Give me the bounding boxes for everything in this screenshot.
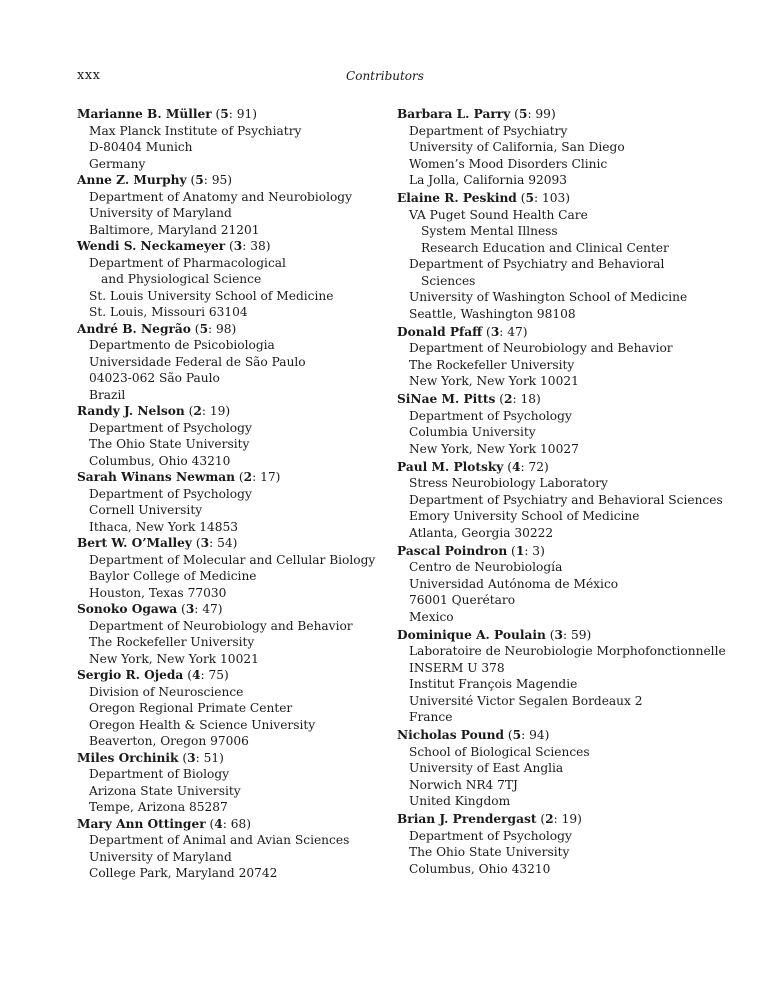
contributor-heading [77, 601, 387, 618]
affiliation-line: New York, New York 10021 [89, 651, 259, 666]
affiliation-line: Women’s Mood Disorders Clinic [409, 156, 608, 171]
contributor-heading [77, 535, 387, 552]
volume-number: 3 [185, 602, 195, 616]
page-reference: 72 [528, 459, 545, 474]
affiliation-line: Universidade Federal de São Paulo [89, 354, 306, 369]
contributor-heading [397, 324, 697, 341]
contributor-entry [397, 627, 726, 726]
affiliation-line: Universidad Autónoma de México [409, 576, 619, 591]
affiliation-line: The Ohio State University [409, 845, 570, 859]
volume-number: 2 [545, 812, 554, 826]
contributor-heading [397, 190, 697, 207]
affiliation-line: VA Puget Sound Health Care [409, 207, 588, 222]
affiliation-line: Department of Pharmacological [89, 255, 286, 270]
page-reference: 18 [520, 392, 536, 406]
contributor-name: Dominique A. Poulain [397, 627, 546, 642]
affiliation-line: Arizona State University [89, 783, 241, 798]
contributor-entry [397, 391, 697, 457]
contributor-heading [77, 321, 387, 338]
affiliation-line: Columbia University [409, 425, 536, 439]
contributor-entry [77, 816, 387, 882]
contributor-heading [397, 459, 697, 476]
affiliation-line: The Ohio State University [89, 437, 250, 451]
paren-close: ) [535, 392, 541, 406]
affiliation-line: Emory University School of Medicine [409, 509, 640, 523]
affiliation-line: Columbus, Ohio 43210 [89, 453, 231, 468]
page-reference: 98 [216, 321, 232, 336]
affiliation-line: Division of Neuroscience [89, 684, 244, 699]
contributor-entry [397, 811, 697, 877]
paren-open: ( [235, 470, 244, 484]
contributor-name: Pascal Poindron [397, 543, 508, 558]
affiliation-line: Institut François Magendie [409, 677, 578, 691]
separator: : [242, 239, 251, 253]
separator: : [252, 470, 261, 484]
contributor-entry [77, 750, 387, 816]
paren-close: ) [223, 668, 229, 682]
page-reference: 99 [535, 107, 551, 121]
volume-number: 2 [193, 404, 202, 418]
contributor-heading [77, 750, 387, 767]
affiliation-line: New York, New York 10027 [409, 441, 579, 456]
contributor-name: Bert W. O’Malley [77, 536, 192, 550]
affiliation-line: Columbus, Ohio 43210 [409, 861, 551, 876]
affiliation-line: The Rockefeller University [89, 635, 255, 649]
affiliation-line: Max Planck Institute of Psychiatry [89, 123, 302, 138]
volume-number: 3 [187, 750, 196, 765]
paren-open: ( [510, 107, 519, 121]
affiliation-line: University of East Anglia [409, 761, 564, 775]
paren-open: ( [482, 324, 491, 339]
paren-open: ( [183, 668, 192, 682]
affiliation-line: D-80404 Munich [89, 140, 193, 154]
contributor-name: SiNae M. Pitts [397, 392, 496, 406]
contributors-column-left [77, 106, 387, 882]
separator: : [499, 324, 508, 339]
contributor-name: Paul M. Plotsky [397, 459, 504, 474]
paren-close: ) [522, 324, 528, 339]
separator: : [201, 404, 210, 418]
contributor-heading [77, 469, 387, 486]
contributor-entry [397, 727, 697, 810]
affiliation-line: and Physiological Science [101, 272, 262, 286]
affiliation-line: Department of Animal and Avian Sciences [89, 833, 350, 847]
volume-number: 5 [512, 728, 522, 742]
separator: : [194, 602, 203, 616]
contributor-name: Sergio R. Ojeda [77, 668, 184, 682]
running-head: Contributors [346, 69, 424, 83]
affiliation-line: University of Washington School of Medicine [409, 290, 688, 304]
separator: : [200, 668, 209, 682]
affiliation-line: Stress Neurobiology Laboratory [409, 476, 608, 490]
paren-open: ( [191, 536, 201, 550]
contributor-entry [77, 403, 387, 469]
affiliation-line: United Kingdom [409, 794, 511, 808]
page-reference: 75 [208, 668, 224, 682]
paren-close: ) [275, 470, 281, 484]
paren-open: ( [211, 107, 221, 121]
contributor-heading [77, 238, 387, 255]
volume-number: 2 [504, 392, 513, 406]
page-reference: 91 [236, 107, 253, 121]
affiliation-line: Department of Anatomy and Neurobiology [89, 189, 352, 204]
separator: : [195, 750, 204, 765]
affiliation-line: St. Louis, Missouri 63104 [89, 305, 248, 319]
separator: : [533, 191, 542, 205]
paren-close: ) [232, 536, 238, 550]
volume-number: 3 [233, 239, 243, 253]
affiliation-line: INSERM U 378 [409, 660, 505, 675]
paren-open: ( [225, 239, 234, 253]
contributors-column-right [397, 106, 726, 879]
paren-open: ( [536, 812, 546, 826]
affiliation-line: Department of Neurobiology and Behavior [89, 618, 353, 633]
contributor-name: Randy J. Nelson [77, 404, 185, 418]
contributor-entry [77, 106, 387, 172]
paren-close: ) [227, 173, 232, 187]
affiliation-line: Department of Psychology [409, 408, 572, 423]
affiliation-line: Oregon Regional Primate Center [89, 701, 293, 715]
page-reference: 94 [529, 728, 545, 742]
volume-number: 1 [515, 543, 525, 558]
paren-open: ( [184, 404, 194, 418]
contributor-name: Elaine R. Peskind [397, 191, 517, 205]
page-reference: 19 [209, 404, 226, 418]
affiliation-line: St. Louis University School of Medicine [89, 288, 334, 303]
paren-close: ) [586, 627, 592, 642]
affiliation-line: Department of Psychology [89, 420, 252, 435]
affiliation-line: Sciences [421, 273, 476, 288]
affiliation-line: 04023-062 São Paulo [89, 371, 220, 385]
affiliation-line: Université Victor Segalen Bordeaux 2 [409, 693, 643, 708]
affiliation-line: Mexico [409, 609, 454, 624]
affiliation-line: Germany [89, 156, 146, 171]
contributor-name: Sonoko Ogawa [77, 602, 178, 616]
volume-number: 5 [199, 321, 209, 336]
contributor-name: Anne Z. Murphy [77, 173, 187, 187]
contributor-name: Wendi S. Neckameyer [77, 239, 226, 253]
volume-number: 3 [554, 627, 564, 642]
separator: : [563, 627, 571, 642]
paren-open: ( [495, 392, 504, 406]
affiliation-line: Ithaca, New York 14853 [89, 519, 239, 534]
paren-open: ( [205, 816, 215, 831]
affiliation-line: The Rockefeller University [409, 357, 575, 372]
affiliation-line: University of California, San Diego [409, 140, 625, 154]
affiliation-line: Departmento de Psicobiologia [89, 338, 275, 352]
page-reference: 19 [561, 812, 578, 826]
affiliation-line: Tempe, Arizona 85287 [89, 800, 228, 814]
paren-open: ( [504, 728, 513, 742]
contributor-entry [77, 321, 387, 404]
page-reference: 68 [230, 816, 247, 831]
affiliation-line: Laboratoire de Neurobiologie Morphofonctionnelle [409, 644, 726, 658]
separator: : [208, 321, 217, 336]
contributor-heading [397, 106, 697, 123]
paren-close: ) [550, 107, 556, 121]
page-reference: 47 [202, 602, 218, 616]
page-number: xxx [77, 68, 101, 83]
paren-close: ) [217, 602, 223, 616]
contributor-entry [397, 324, 697, 390]
paren-open: ( [177, 602, 186, 616]
contributor-name: Brian J. Prendergast [397, 812, 537, 826]
contributor-heading [397, 391, 697, 408]
page-reference: 51 [203, 750, 220, 765]
contributor-heading [397, 727, 697, 744]
affiliation-line: College Park, Maryland 20742 [89, 866, 278, 880]
contributor-heading [397, 627, 697, 644]
affiliation-line: Baylor College of Medicine [89, 569, 257, 583]
paren-close: ) [219, 750, 224, 765]
contributor-name: Sarah Winans Newman [77, 470, 235, 484]
separator: : [521, 728, 530, 742]
affiliation-line: Department of Psychiatry and Behavioral [409, 257, 665, 271]
affiliation-line: School of Biological Sciences [409, 744, 590, 759]
contributor-heading [397, 543, 697, 560]
paren-close: ) [231, 321, 237, 336]
affiliation-line: Brazil [89, 387, 126, 402]
page-reference: 3 [532, 543, 541, 558]
affiliation-line: Seattle, Washington 98108 [409, 306, 576, 321]
paren-close: ) [544, 459, 549, 474]
contributor-name: Donald Pfaff [397, 324, 483, 339]
affiliation-line: Department of Psychology [89, 486, 252, 501]
separator: : [527, 107, 536, 121]
volume-number: 5 [220, 107, 229, 121]
affiliation-line: Research Education and Clinical Center [421, 240, 669, 255]
page-reference: 59 [571, 627, 587, 642]
contributor-name: Nicholas Pound [397, 728, 505, 742]
contributor-entry [77, 535, 387, 601]
affiliation-line: Houston, Texas 77030 [89, 585, 227, 600]
affiliation-line: Beaverton, Oregon 97006 [89, 734, 249, 748]
affiliation-line: System Mental Illness [421, 224, 558, 238]
affiliation-line: University of Maryland [89, 206, 232, 220]
page-reference: 95 [211, 173, 228, 187]
affiliation-line: University of Maryland [89, 849, 232, 864]
affiliation-line: France [409, 710, 453, 724]
paren-close: ) [225, 404, 231, 418]
paren-close: ) [265, 239, 271, 253]
affiliation-line: Department of Psychiatry and Behavioral Sciences [409, 492, 723, 507]
affiliation-line: Norwich NR4 7TJ [409, 777, 518, 792]
affiliation-line: Department of Neurobiology and Behavior [409, 341, 673, 355]
paren-close: ) [246, 816, 252, 831]
page-reference: 103 [541, 191, 566, 205]
page-reference: 47 [507, 324, 523, 339]
paren-close: ) [577, 812, 582, 826]
volume-number: 4 [512, 459, 521, 474]
contributor-entry [77, 469, 387, 535]
affiliation-line: 76001 Querétaro [409, 593, 516, 607]
contributor-name: André B. Negrão [77, 321, 191, 336]
paren-close: ) [565, 191, 570, 205]
page-reference: 17 [260, 470, 276, 484]
separator: : [512, 392, 521, 406]
affiliation-line: La Jolla, California 92093 [409, 173, 567, 187]
volume-number: 5 [525, 191, 534, 205]
affiliation-line: Department of Biology [89, 767, 230, 781]
paren-close: ) [252, 107, 258, 121]
separator: : [203, 173, 212, 187]
affiliation-line: Department of Psychiatry [409, 123, 568, 138]
paren-open: ( [178, 750, 188, 765]
affiliation-line: Baltimore, Maryland 21201 [89, 222, 260, 237]
contributor-entry [77, 172, 387, 238]
contributor-name: Mary Ann Ottinger [77, 816, 206, 831]
page-reference: 38 [250, 239, 266, 253]
affiliation-line: Atlanta, Georgia 30222 [409, 525, 554, 540]
contributor-entry [397, 106, 697, 189]
separator: : [520, 459, 529, 474]
paren-open: ( [503, 459, 513, 474]
contributor-entry [397, 190, 697, 322]
page-reference: 54 [217, 536, 233, 550]
paren-open: ( [186, 173, 196, 187]
volume-number: 3 [200, 536, 210, 550]
paren-open: ( [507, 543, 516, 558]
separator: : [209, 536, 218, 550]
paren-open: ( [545, 627, 555, 642]
affiliation-line: Department of Molecular and Cellular Biology [89, 552, 376, 567]
separator: : [228, 107, 237, 121]
paren-close: ) [540, 543, 545, 558]
affiliation-line: New York, New York 10021 [409, 374, 579, 388]
contributor-heading [77, 816, 387, 833]
affiliation-line: Centro de Neurobiología [409, 560, 563, 574]
contributor-entry [77, 601, 387, 667]
contributor-name: Miles Orchinik [77, 750, 179, 765]
contributor-heading [397, 811, 697, 828]
separator: : [553, 812, 562, 826]
paren-open: ( [190, 321, 200, 336]
contributor-heading [77, 106, 387, 123]
contributor-entry [77, 667, 387, 750]
contributor-heading [77, 667, 387, 684]
volume-number: 5 [195, 173, 204, 187]
separator: : [222, 816, 231, 831]
contributor-name: Marianne B. Müller [77, 107, 212, 121]
contributor-heading [77, 172, 387, 189]
paren-close: ) [544, 728, 550, 742]
contributor-entry [77, 238, 387, 321]
volume-number: 4 [214, 816, 223, 831]
affiliation-line: Cornell University [89, 503, 203, 517]
paren-open: ( [516, 191, 526, 205]
separator: : [524, 543, 533, 558]
volume-number: 4 [191, 668, 201, 682]
affiliation-line: Department of Psychology [409, 828, 572, 843]
contributor-heading [77, 403, 387, 420]
volume-number: 3 [490, 324, 500, 339]
volume-number: 5 [518, 107, 528, 121]
contributor-entry [397, 543, 697, 626]
affiliation-line: Oregon Health & Science University [89, 717, 316, 732]
volume-number: 2 [243, 470, 253, 484]
contributor-name: Barbara L. Parry [397, 107, 511, 121]
contributor-entry [397, 459, 723, 542]
